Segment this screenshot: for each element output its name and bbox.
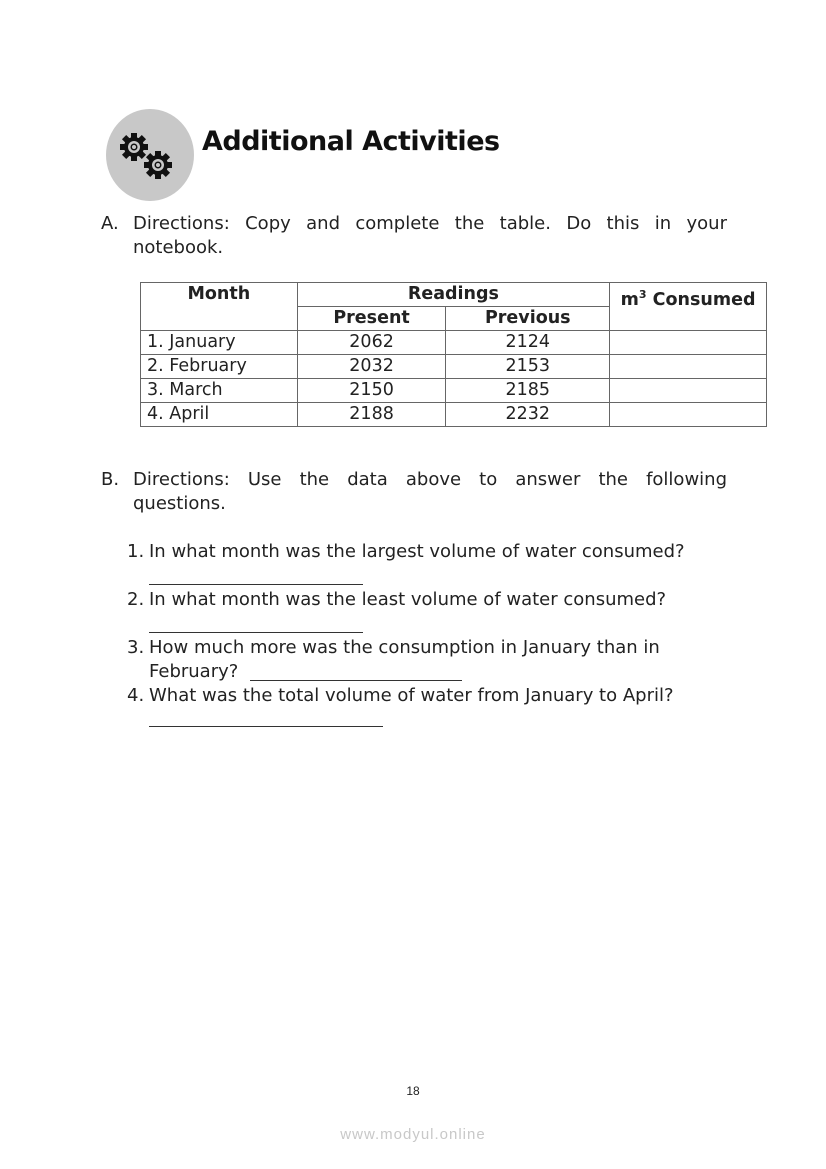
header-present: Present	[297, 307, 446, 331]
section-a-letter: A.	[101, 213, 119, 234]
section-a-directions-cont: notebook.	[133, 237, 224, 258]
page-title: Additional Activities	[202, 126, 500, 157]
table-row	[141, 403, 767, 427]
cell-previous: 2232	[446, 403, 610, 427]
table-row	[141, 355, 767, 379]
section-b-directions: Directions: Use the data above to answer the following	[133, 469, 727, 490]
question-number: 1.	[127, 541, 145, 562]
table-row	[141, 331, 767, 355]
cell-month: 4. April	[141, 403, 298, 427]
page-number: 18	[406, 1084, 420, 1098]
cell-consumed	[610, 355, 767, 379]
question-number: 2.	[127, 589, 145, 610]
question-text: In what month was the largest volume of water consumed?	[149, 541, 685, 562]
cell-previous: 2124	[446, 331, 610, 355]
answer-blank[interactable]	[149, 710, 383, 727]
table-row	[141, 379, 767, 403]
gears-icon	[106, 109, 194, 201]
header-previous: Previous	[446, 307, 610, 331]
question-text-cont: February?	[149, 661, 239, 682]
answer-blank[interactable]	[149, 616, 363, 633]
cell-present: 2188	[297, 403, 446, 427]
cell-previous: 2153	[446, 355, 610, 379]
cell-consumed	[610, 331, 767, 355]
section-b-directions-cont: questions.	[133, 493, 226, 514]
cell-present: 2032	[297, 355, 446, 379]
header-month: Month	[141, 283, 298, 331]
header-consumed: $m^3$ Consumed	[610, 283, 767, 331]
answer-blank[interactable]	[149, 568, 363, 585]
header-readings: Readings	[297, 283, 609, 307]
watermark: www.modyul.online	[340, 1126, 486, 1143]
cell-present: 2062	[297, 331, 446, 355]
cell-previous: 2185	[446, 379, 610, 403]
cell-month: 3. March	[141, 379, 298, 403]
question-text: In what month was the least volume of water consumed?	[149, 589, 667, 610]
readings-table	[140, 282, 767, 427]
cell-month: 1. January	[141, 331, 298, 355]
question-text: How much more was the consumption in January than in	[149, 637, 660, 658]
section-a-directions: Directions: Copy and complete the table. Do this in your	[133, 213, 727, 234]
question-number: 4.	[127, 685, 145, 706]
section-b-letter: B.	[101, 469, 120, 490]
cell-month: 2. February	[141, 355, 298, 379]
answer-blank[interactable]	[250, 664, 462, 681]
cell-present: 2150	[297, 379, 446, 403]
cell-consumed	[610, 403, 767, 427]
question-number: 3.	[127, 637, 145, 658]
cell-consumed	[610, 379, 767, 403]
question-text: What was the total volume of water from January to April?	[149, 685, 674, 706]
